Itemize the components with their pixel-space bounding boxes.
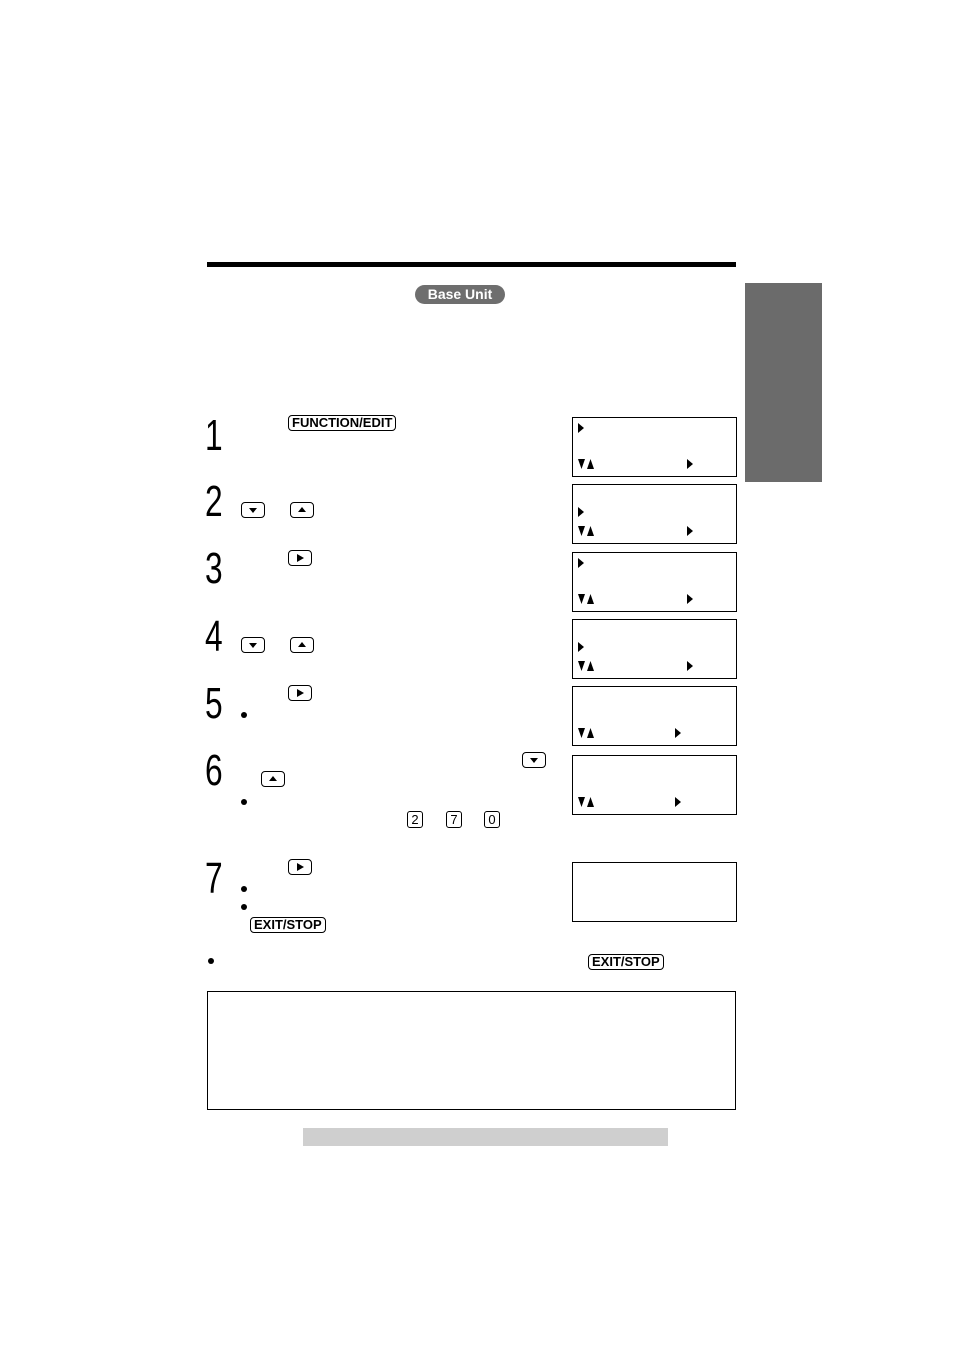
play-key-icon [288, 550, 312, 566]
base-unit-badge: Base Unit [415, 285, 505, 304]
up-arrow-key-icon [290, 502, 314, 518]
step-number-3: 3 [205, 544, 223, 593]
step-number-4: 4 [205, 612, 223, 661]
bullet-icon [241, 886, 247, 892]
keypad-key-0: 0 [484, 811, 500, 828]
function-edit-key: FUNCTION/EDIT [288, 415, 396, 431]
step-number-2: 2 [205, 477, 223, 526]
exit-stop-key: EXIT/STOP [588, 954, 664, 970]
footer-bar [303, 1128, 668, 1146]
step-number-5: 5 [205, 679, 223, 728]
keypad-key-2: 2 [407, 811, 423, 828]
up-arrow-key-icon [261, 771, 285, 787]
lcd-display-step-2 [572, 484, 737, 544]
select-arrow-icon [687, 459, 693, 469]
lcd-display-step-1 [572, 417, 737, 477]
keypad-key-7: 7 [446, 811, 462, 828]
note-box [207, 991, 736, 1110]
up-arrow-key-icon [290, 637, 314, 653]
down-arrow-key-icon [241, 502, 265, 518]
step-number-1: 1 [205, 411, 223, 460]
lcd-display-step-5 [572, 686, 737, 746]
scroll-arrows-icon [578, 459, 585, 469]
select-arrow-icon [578, 423, 584, 433]
bullet-icon [241, 799, 247, 805]
play-key-icon [288, 859, 312, 875]
play-key-icon [288, 685, 312, 701]
section-rule [207, 262, 736, 267]
lcd-display-step-4 [572, 619, 737, 679]
exit-stop-key: EXIT/STOP [250, 917, 326, 933]
bullet-icon [241, 904, 247, 910]
lcd-display-step-3 [572, 552, 737, 612]
bullet-icon [241, 712, 247, 718]
down-arrow-key-icon [522, 752, 546, 768]
lcd-display-step-7 [572, 862, 737, 922]
chapter-side-tab [745, 283, 822, 482]
bullet-icon [208, 958, 214, 964]
step-number-6: 6 [205, 746, 223, 795]
down-arrow-key-icon [241, 637, 265, 653]
lcd-display-step-6 [572, 755, 737, 815]
step-number-7: 7 [205, 854, 223, 903]
